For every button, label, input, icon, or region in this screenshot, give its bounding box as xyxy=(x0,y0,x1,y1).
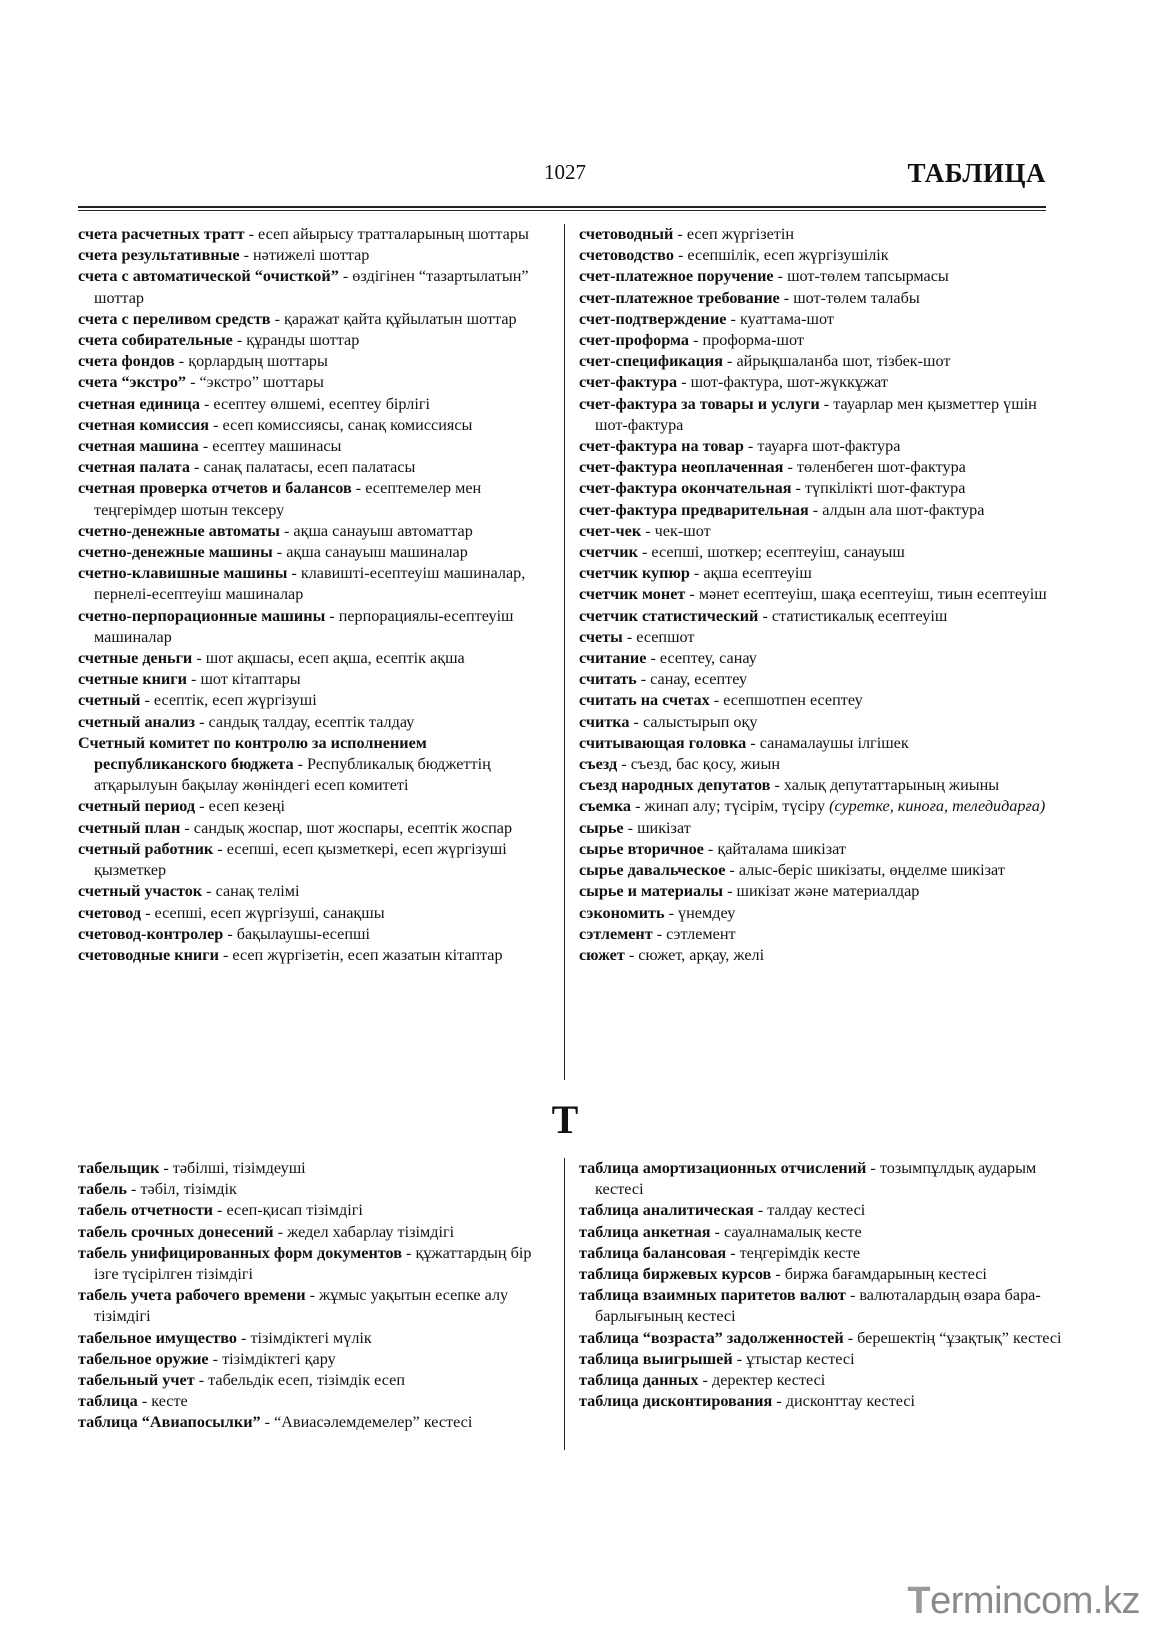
entry-term: счетный период xyxy=(78,797,196,816)
entry-term: табель срочных донесений xyxy=(78,1222,274,1241)
entry-definition: куаттама-шот xyxy=(739,309,834,328)
entry-definition: сэтлемент xyxy=(666,924,736,943)
entry-definition: шот ақшасы, есеп ақша, есептік ақша xyxy=(205,649,465,668)
dictionary-entry: счетовод - есепші, есеп жүргізуші, санақшы xyxy=(78,903,385,922)
column-s-left xyxy=(78,224,548,966)
dictionary-entry: счет-фактура неоплаченная - төленбеген шот-фактура xyxy=(579,458,966,477)
dictionary-entry: таблица анкетная - сауалнамалық кесте xyxy=(579,1222,862,1241)
entry-term: табельщик xyxy=(78,1159,160,1177)
entry-definition: проформа-шот xyxy=(702,331,804,350)
entry-term: счет-фактура xyxy=(579,373,678,392)
dictionary-entry: счетная машина - есептеу машинасы xyxy=(78,437,342,456)
entry-term: счетные деньги xyxy=(78,649,193,668)
entry-term: сырье xyxy=(579,818,624,837)
dictionary-entry: счетчик купюр - ақша есептеуіш xyxy=(579,564,812,583)
entry-term: счет-фактура за товары и услуги xyxy=(579,394,820,413)
dictionary-entry: таблица дисконтирования - дисконттау кестесі xyxy=(579,1392,916,1411)
entry-term: счетно-клавишные машины xyxy=(78,564,288,583)
dictionary-entry: счетно-денежные машины - ақша санауыш машиналар xyxy=(78,543,468,562)
column-s-right xyxy=(564,224,1069,1080)
dictionary-entry: счетоводный - есеп жүргізетін xyxy=(579,225,795,243)
entry-definition: тауарлар мен қызметтер үшін шот-фактура xyxy=(595,394,1037,434)
page-number: 1027 xyxy=(544,160,586,184)
dictionary-entry: сэкономить - үнемдеу xyxy=(579,903,736,922)
entry-term: счетная машина xyxy=(78,437,199,456)
entry-term: счетный план xyxy=(78,818,181,837)
entry-definition: айрықшаланба шот, тізбек-шот xyxy=(736,352,951,371)
entry-term: табельный учет xyxy=(78,1371,195,1390)
entry-definition: санақ телімі xyxy=(215,882,300,901)
entry-term: счетовод xyxy=(78,903,142,922)
entry-definition: құранды шоттар xyxy=(246,331,360,350)
dictionary-entry: счетные книги - шот кітаптары xyxy=(78,670,301,689)
entry-term: таблица биржевых курсов xyxy=(579,1265,772,1284)
entry-definition: есепшот xyxy=(636,627,695,646)
dictionary-entry: счетоводство - есепшілік, есеп жүргізушілік xyxy=(579,246,889,265)
entry-definition: есепшотпен есептеу xyxy=(723,691,863,710)
dictionary-entry: сэтлемент - сэтлемент xyxy=(579,924,736,943)
dictionary-entry: сырье - шикізат xyxy=(579,818,691,837)
entry-term: счетные книги xyxy=(78,670,187,689)
entry-term: считывающая головка xyxy=(579,733,747,752)
entry-definition: қайталама шикізат xyxy=(717,839,847,858)
entry-definition: қаражат қайта құйылатын шоттар xyxy=(284,309,517,328)
dictionary-entry: счет-фактура - шот-фактура, шот-жүккұжат xyxy=(579,373,888,392)
entry-definition: нәтижелі шоттар xyxy=(253,246,370,265)
entry-term: сюжет xyxy=(579,945,625,964)
dictionary-entry: таблица балансовая - теңгерімдік кесте xyxy=(579,1243,861,1262)
dictionary-entry: счетная палата - санақ палатасы, есеп палатасы xyxy=(78,458,416,477)
entry-definition: есеп жүргізетін xyxy=(686,225,795,243)
dictionary-entry: счетно-денежные автоматы - ақша санауыш автоматтар xyxy=(78,521,473,540)
entry-definition: сандық жоспар, шот жоспары, есептік жоспар xyxy=(193,818,513,837)
logo-mark: T xyxy=(907,1580,931,1622)
entry-term: сэтлемент xyxy=(579,924,653,943)
entry-term: табель унифицированных форм документов xyxy=(78,1243,402,1262)
dictionary-entry: считать на счетах - есепшотпен есептеу xyxy=(579,691,863,710)
entry-term: съезд народных депутатов xyxy=(579,776,771,795)
dictionary-entry: счета результативные - нәтижелі шоттар xyxy=(78,246,370,265)
dictionary-entry: счет-чек - чек-шот xyxy=(579,521,711,540)
dictionary-entry: табельщик - тәбілші, тізімдеуші xyxy=(78,1159,306,1177)
entry-definition: талдау кестесі xyxy=(767,1201,866,1220)
entry-term: таблица “Авиапосылки” xyxy=(78,1413,261,1432)
dictionary-entry: считать - санау, есептеу xyxy=(579,670,748,689)
entry-definition: чек-шот xyxy=(654,521,711,540)
dictionary-entry: счет-подтверждение - куаттама-шот xyxy=(579,309,834,328)
dictionary-entry: счета с переливом средств - қаражат қайта құйылатын шоттар xyxy=(78,309,517,328)
entry-term: счетоводные книги xyxy=(78,945,219,964)
dictionary-entry: сюжет - сюжет, арқау, желі xyxy=(579,945,765,964)
dictionary-entry: счетные деньги - шот ақшасы, есеп ақша, есептік ақша xyxy=(78,649,465,668)
dictionary-entry: счетчик монет - мәнет есептеуіш, шақа есептеуіш, тиын есептеуіш xyxy=(579,585,1047,604)
entry-definition: есепшілік, есеп жүргізушілік xyxy=(687,246,889,265)
logo-text: ermincom.kz xyxy=(930,1580,1140,1622)
entry-definition: съезд, бас қосу, жиын xyxy=(630,755,781,774)
entry-definition: құжаттардың бір ізге түсірілген тізімдігі xyxy=(94,1243,532,1284)
entry-definition: “экстро” шоттары xyxy=(199,373,324,392)
entry-definition: табельдік есеп, тізімдік есеп xyxy=(208,1371,405,1390)
entry-definition: есепші, есеп жүргізуші, санақшы xyxy=(154,903,385,922)
entry-term: счетная единица xyxy=(78,394,200,413)
entry-term: табельное имущество xyxy=(78,1328,237,1347)
header-rule xyxy=(78,206,1046,211)
dictionary-entry: счетный анализ - сандық талдау, есептік талдау xyxy=(78,712,415,731)
entry-definition: шот кітаптары xyxy=(200,670,301,689)
entry-term: счетный xyxy=(78,691,141,710)
entry-term: сэкономить xyxy=(579,903,665,922)
entry-definition: есеп комиссиясы, санақ комиссиясы xyxy=(222,415,473,434)
entry-term: счетный работник xyxy=(78,839,214,858)
entry-term: сырье и материалы xyxy=(579,882,724,901)
entry-term: таблица аналитическая xyxy=(579,1201,754,1220)
entry-definition: халық депутаттарының жиыны xyxy=(783,776,1000,795)
entry-term: табель учета рабочего времени xyxy=(78,1286,306,1305)
entry-definition: валюталардың өзара бара-барлығының кестесі xyxy=(595,1286,1041,1326)
entry-term: таблица данных xyxy=(579,1371,699,1390)
entry-definition: тәбіл, тізімдік xyxy=(140,1180,237,1199)
entry-definition: статистикалық есептеуіш xyxy=(771,606,948,625)
dictionary-entry: счетовод-контролер - бақылаушы-есепші xyxy=(78,924,370,943)
entry-definition: бақылаушы-есепші xyxy=(236,924,370,943)
entry-definition: ұтыстар кестесі xyxy=(746,1349,855,1368)
dictionary-entry: табель унифицированных форм документов - құжаттардың бір ізге түсірілген тізімдігі xyxy=(78,1243,532,1284)
dictionary-entry: таблица взаимных паритетов валют - валюталардың өзара бара-барлығының кестесі xyxy=(579,1286,1041,1326)
entry-term: счет-фактура на товар xyxy=(579,437,744,456)
entry-term: таблица выигрышей xyxy=(579,1349,733,1368)
dictionary-entry: табельное оружие - тізімдіктегі қару xyxy=(78,1349,336,1368)
entry-term: таблица анкетная xyxy=(579,1222,711,1241)
entry-definition: есеп айырысу тратталарының шоттары xyxy=(258,225,529,243)
dictionary-entry: табель срочных донесений - жедел хабарлау тізімдігі xyxy=(78,1222,455,1241)
dictionary-entry: счетно-перпорационные машины - перпорациялы-есептеуіш машиналар xyxy=(78,606,514,646)
dictionary-entry: таблица выигрышей - ұтыстар кестесі xyxy=(579,1349,855,1368)
entry-term: счет-спецификация xyxy=(579,352,723,371)
entry-definition: тәбілші, тізімдеуші xyxy=(172,1159,306,1177)
entry-note: (суретке, киноға, теледидарға) xyxy=(829,797,1046,816)
entry-term: счетный участок xyxy=(78,882,203,901)
dictionary-entry: счета расчетных тратт - есеп айырысу тратталарының шоттары xyxy=(78,225,529,243)
entry-definition: шот-төлем тапсырмасы xyxy=(787,267,949,286)
dictionary-entry: счетный работник - есепші, есеп қызметкері, есеп жүргізуші қызметкер xyxy=(78,839,507,880)
entry-term: таблица амортизационных отчислений xyxy=(579,1159,867,1177)
entry-term: съемка xyxy=(579,797,632,816)
dictionary-entry: счетный план - сандық жоспар, шот жоспары, есептік жоспар xyxy=(78,818,513,837)
entry-definition: ақша санауыш машиналар xyxy=(286,543,468,562)
termincom-logo xyxy=(907,1580,1140,1623)
dictionary-entry: счетоводные книги - есеп жүргізетін, есеп жазатын кітаптар xyxy=(78,945,503,964)
entry-term: счетчик монет xyxy=(579,585,686,604)
entry-definition: жинап алу; түсірім, түсіру xyxy=(644,797,826,816)
dictionary-entry: сырье давальческое - алыс-беріс шикізаты, өңделме шикізат xyxy=(579,861,1005,880)
entry-definition: алдын ала шот-фактура xyxy=(822,500,985,519)
dictionary-entry: таблица “возраста” задолженностей - берешектің “ұзақтық” кестесі xyxy=(579,1328,1062,1347)
entry-term: счета “экстро” xyxy=(78,373,187,392)
entry-definition: мәнет есептеуіш, шақа есептеуіш, тиын есептеуіш xyxy=(698,585,1047,604)
entry-definition: есеп жүргізетін, есеп жазатын кітаптар xyxy=(232,945,503,964)
dictionary-entry: счетно-клавишные машины - клавишті-есептеуіш машиналар, пернелі-есептеуіш машиналар xyxy=(78,564,526,604)
entry-term: счетная палата xyxy=(78,458,190,477)
entry-term: счетная проверка отчетов и балансов xyxy=(78,479,352,498)
entry-term: табель отчетности xyxy=(78,1201,213,1220)
dictionary-entry: таблица биржевых курсов - биржа бағамдарының кестесі xyxy=(579,1265,987,1284)
entry-definition: есепші, шоткер; есептеуіш, санауыш xyxy=(651,543,905,562)
dictionary-entry: табельное имущество - тізімдіктегі мүлік xyxy=(78,1328,372,1347)
entry-definition: төленбеген шот-фактура xyxy=(796,458,966,477)
entry-definition: кесте xyxy=(151,1392,188,1411)
dictionary-entry: таблица “Авиапосылки” - “Авиасәлемдемелер” кестесі xyxy=(78,1413,473,1432)
dictionary-entry: счеты - есепшот xyxy=(579,627,695,646)
entry-term: таблица xyxy=(78,1392,138,1411)
entry-definition: алыс-беріс шикізаты, өңделме шикізат xyxy=(738,861,1005,880)
entry-term: счетчик статистический xyxy=(579,606,759,625)
entry-term: табель xyxy=(78,1180,127,1199)
entry-definition: Республикалық бюджеттің атқарылуын бақылау жөніндегі есеп комитеті xyxy=(94,755,491,795)
dictionary-entry: табель учета рабочего времени - жұмыс уақытын есепке алу тізімдігі xyxy=(78,1286,509,1326)
entry-definition: шикізат және материалдар xyxy=(736,882,920,901)
letter-heading: Т xyxy=(551,1097,579,1142)
dictionary-entry: табель отчетности - есеп-қисап тізімдігі xyxy=(78,1201,363,1220)
entry-definition: перпорациялы-есептеуіш машиналар xyxy=(94,606,514,646)
dictionary-entry: счета “экстро” - “экстро” шоттары xyxy=(78,373,324,392)
entry-term: счета результативные xyxy=(78,246,240,265)
entry-term: считка xyxy=(579,712,630,731)
entry-term: счетно-денежные автоматы xyxy=(78,521,280,540)
dictionary-entry: считание - есептеу, санау xyxy=(579,649,757,668)
dictionary-entry: съемка - жинап алу; түсірім, түсіру (суретке, киноға, теледидарға) xyxy=(579,797,1046,816)
entry-term: сырье вторичное xyxy=(579,839,704,858)
entry-definition: тізімдіктегі мүлік xyxy=(250,1328,372,1347)
dictionary-entry: счета с автоматической “очисткой” - өздігінен “тазартылатын” шоттар xyxy=(78,267,529,307)
running-head: ТАБЛИЦА xyxy=(907,158,1046,188)
entry-definition: сандық талдау, есептік талдау xyxy=(208,712,415,731)
dictionary-entry: сырье вторичное - қайталама шикізат xyxy=(579,839,847,858)
dictionary-entry: таблица - кесте xyxy=(78,1392,188,1411)
dictionary-entry: счета собирательные - құранды шоттар xyxy=(78,331,360,350)
dictionary-entry: считка - салыстырып оқу xyxy=(579,712,758,731)
entry-definition: тозымпұлдық аударым кестесі xyxy=(595,1159,1037,1199)
entry-term: счетная комиссия xyxy=(78,415,210,434)
entry-term: счета фондов xyxy=(78,352,175,371)
entry-definition: берешектің “ұзақтық” кестесі xyxy=(857,1328,1062,1347)
entry-definition: санамалаушы ілгішек xyxy=(759,733,909,752)
entry-term: счеты xyxy=(579,627,623,646)
entry-definition: санау, есептеу xyxy=(650,670,748,689)
entry-definition: “Авиасәлемдемелер” кестесі xyxy=(274,1413,473,1432)
entry-definition: биржа бағамдарының кестесі xyxy=(784,1265,987,1284)
entry-term: съезд xyxy=(579,755,618,774)
dictionary-entry: счетная проверка отчетов и балансов - есептемелер мен теңгерімдер шотын тексеру xyxy=(78,479,482,519)
entry-definition: шот-фактура, шот-жүккұжат xyxy=(690,373,888,392)
entry-definition: салыстырып оқу xyxy=(642,712,758,731)
dictionary-entry: табельный учет - табельдік есеп, тізімдік есеп xyxy=(78,1371,405,1390)
entry-definition: дисконттау кестесі xyxy=(785,1392,916,1411)
column-t-right xyxy=(564,1158,1069,1450)
entry-term: счетно-перпорационные машины xyxy=(78,606,326,625)
entry-term: считание xyxy=(579,649,647,668)
entry-definition: қорлардың шоттары xyxy=(188,352,328,371)
entry-term: счет-фактура неоплаченная xyxy=(579,458,784,477)
entry-term: счета расчетных тратт xyxy=(78,225,245,243)
dictionary-entry: счет-фактура за товары и услуги - тауарлар мен қызметтер үшін шот-фактура xyxy=(579,394,1037,434)
dictionary-entry: считывающая головка - санамалаушы ілгішек xyxy=(579,733,909,752)
entry-term: счет-проформа xyxy=(579,331,690,350)
entry-definition: деректер кестесі xyxy=(711,1371,826,1390)
entry-term: счета с переливом средств xyxy=(78,309,271,328)
entry-definition: сауалнамалық кесте xyxy=(723,1222,862,1241)
dictionary-entry: счет-фактура предварительная - алдын ала шот-фактура xyxy=(579,500,985,519)
entry-definition: теңгерімдік кесте xyxy=(739,1243,861,1262)
dictionary-entry: счетчик статистический - статистикалық есептеуіш xyxy=(579,606,948,625)
dictionary-entry: счет-платежное поручение - шот-төлем тапсырмасы xyxy=(579,267,949,286)
dictionary-entry: счетный участок - санақ телімі xyxy=(78,882,300,901)
entry-definition: ақша есептеуіш xyxy=(703,564,812,583)
dictionary-entry: таблица амортизационных отчислений - тозымпұлдық аударым кестесі xyxy=(579,1159,1037,1199)
dictionary-entry: счет-платежное требование - шот-төлем талабы xyxy=(579,288,920,307)
dictionary-entry: таблица данных - деректер кестесі xyxy=(579,1371,826,1390)
dictionary-entry: табель - тәбіл, тізімдік xyxy=(78,1180,237,1199)
entry-term: счет-платежное требование xyxy=(579,288,780,307)
entry-definition: есеп-қисап тізімдігі xyxy=(226,1201,363,1220)
entry-term: сырье давальческое xyxy=(579,861,726,880)
dictionary-entry: счетная единица - есептеу өлшемі, есептеу бірлігі xyxy=(78,394,431,413)
dictionary-entry: съезд народных депутатов - халық депутаттарының жиыны xyxy=(579,776,1000,795)
dictionary-entry: счет-спецификация - айрықшаланба шот, тізбек-шот xyxy=(579,352,951,371)
entry-definition: өздігінен “тазартылатын” шоттар xyxy=(94,267,529,307)
entry-definition: сюжет, арқау, желі xyxy=(638,945,765,964)
entry-term: счетно-денежные машины xyxy=(78,543,273,562)
entry-term: счетоводный xyxy=(579,225,674,243)
dictionary-entry: счет-проформа - проформа-шот xyxy=(579,331,804,350)
dictionary-entry: сырье и материалы - шикізат және материалдар xyxy=(579,882,920,901)
entry-definition: жедел хабарлау тізімдігі xyxy=(287,1222,455,1241)
entry-definition: есепші, есеп қызметкері, есеп жүргізуші қызметкер xyxy=(94,839,507,880)
entry-definition: есеп кезеңі xyxy=(208,797,286,816)
entry-definition: шикізат xyxy=(637,818,691,837)
entry-definition: шот-төлем талабы xyxy=(793,288,920,307)
dictionary-entry: счета фондов - қорлардың шоттары xyxy=(78,352,328,371)
entry-term: счет-подтверждение xyxy=(579,309,727,328)
entry-definition: ақша санауыш автоматтар xyxy=(293,521,473,540)
entry-term: счет-фактура предварительная xyxy=(579,500,809,519)
entry-definition: есептеу өлшемі, есептеу бірлігі xyxy=(213,394,431,413)
dictionary-entry: счет-фактура окончательная - түпкілікті шот-фактура xyxy=(579,479,966,498)
entry-term: счетный анализ xyxy=(78,712,196,731)
entry-term: таблица “возраста” задолженностей xyxy=(579,1328,844,1347)
entry-definition: санақ палатасы, есеп палатасы xyxy=(203,458,416,477)
entry-definition: жұмыс уақытын есепке алу тізімдігі xyxy=(94,1286,509,1326)
column-t-left xyxy=(78,1158,548,1434)
entry-term: таблица дисконтирования xyxy=(579,1392,773,1411)
dictionary-entry: счетный период - есеп кезеңі xyxy=(78,797,286,816)
entry-term: таблица взаимных паритетов валют xyxy=(579,1286,846,1305)
entry-term: счета собирательные xyxy=(78,331,233,350)
entry-term: счета с автоматической “очисткой” xyxy=(78,267,339,286)
entry-definition: есептік, есеп жүргізуші xyxy=(153,691,317,710)
dictionary-entry: таблица аналитическая - талдау кестесі xyxy=(579,1201,866,1220)
entry-term: счет-платежное поручение xyxy=(579,267,774,286)
entry-definition: тауарға шот-фактура xyxy=(757,437,901,456)
entry-term: счет-фактура окончательная xyxy=(579,479,792,498)
entry-term: счетчик xyxy=(579,543,638,562)
dictionary-entry: счет-фактура на товар - тауарға шот-фактура xyxy=(579,437,901,456)
dictionary-entry: съезд - съезд, бас қосу, жиын xyxy=(579,755,781,774)
entry-term: Счетный комитет по контролю за исполнением республиканского бюджета xyxy=(78,733,427,774)
entry-definition: түпкілікті шот-фактура xyxy=(804,479,966,498)
entry-term: считать на счетах xyxy=(579,691,710,710)
dictionary-entry: счетчик - есепші, шоткер; есептеуіш, санауыш xyxy=(579,543,905,562)
entry-definition: клавишті-есептеуіш машиналар, пернелі-есептеуіш машиналар xyxy=(94,564,526,604)
entry-definition: тізімдіктегі қару xyxy=(222,1349,336,1368)
entry-definition: есептемелер мен теңгерімдер шотын тексеру xyxy=(94,479,482,519)
entry-term: счетовод-контролер xyxy=(78,924,224,943)
entry-term: счетоводство xyxy=(579,246,674,265)
entry-term: таблица балансовая xyxy=(579,1243,727,1262)
entry-definition: есептеу, санау xyxy=(659,649,757,668)
dictionary-entry: счетный - есептік, есеп жүргізуші xyxy=(78,691,317,710)
entry-definition: үнемдеу xyxy=(678,903,736,922)
entry-term: считать xyxy=(579,670,637,689)
entry-term: табельное оружие xyxy=(78,1349,209,1368)
dictionary-entry: Счетный комитет по контролю за исполнением республиканского бюджета - Республикалық бюджеттің атқарылуын бақылау жөніндегі есеп комитеті xyxy=(78,733,491,795)
dictionary-entry: счетная комиссия - есеп комиссиясы, санақ комиссиясы xyxy=(78,415,473,434)
entry-term: счет-чек xyxy=(579,521,642,540)
entry-definition: есептеу машинасы xyxy=(212,437,342,456)
entry-term: счетчик купюр xyxy=(579,564,690,583)
